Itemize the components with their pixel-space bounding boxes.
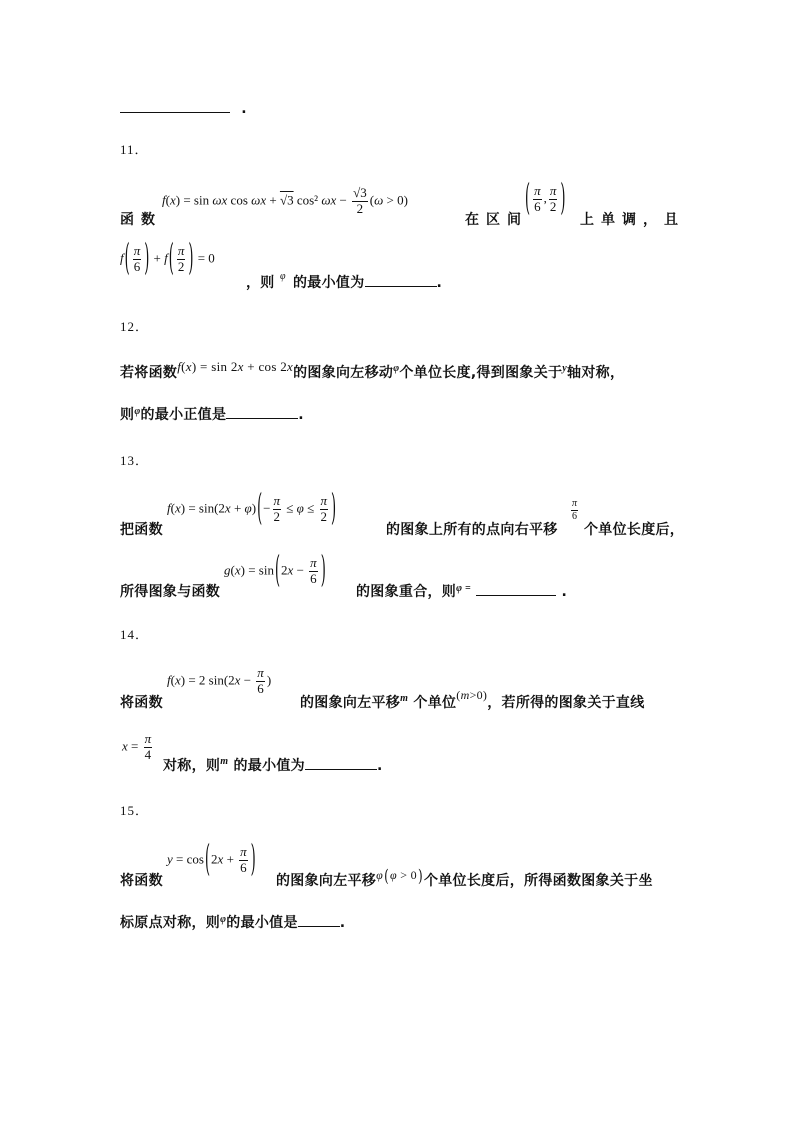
answer-blank [298,914,340,927]
q12-text-then: 则 [120,407,135,423]
period: . [436,275,443,291]
q13-text-coincide [356,581,567,601]
question-number-14: 14． [120,627,150,642]
formula-g-13: g(x) = sin(2x − $\frac{\pi}{6}$ ) [224,550,326,593]
formula-x-14: x = $\frac{\pi}{4}$ [122,731,152,762]
question-number-12: 12． [120,319,150,334]
q12-line1 [120,359,625,382]
q15-text-min: 的最小值是 [226,915,298,931]
symbol-phi: φ [220,914,227,925]
q14-text-shift: 的图象向左平移 [300,695,401,711]
period: . [339,915,346,931]
q12-text-axis: 轴对称， [567,365,625,381]
question-number-15: 15． [120,803,150,818]
symbol-phi-equals: φ = [456,583,472,594]
q13-text-units: 个单位长度后， [584,522,685,538]
formula-shift-13: $\frac{\pi}{6}$ [572,498,578,522]
q11-text-interval: 在区间 [465,212,528,228]
symbol-m: m [220,756,229,767]
answer-blank [305,757,377,770]
symbol-phi: φ [134,406,141,417]
q15-lead: 将函数 [120,873,163,889]
formula-interval-11: ( $\frac{\pi}{6}$ , $\frac{\pi}{2}$ ) [525,178,566,221]
q11-text-then: ，则 [246,275,275,291]
formula-y-15: y = cos(2x + $\frac{\pi}{6}$ ) [167,839,256,882]
formula-f-12: f(x) = sin 2x + cos 2x [177,359,294,374]
q14-text-symmetric: 对称，则 [163,758,221,774]
prev-answer-line [120,100,247,117]
q14-text-unit: 个单位 [413,695,457,711]
q14-text-line: ，若所得的图象关于直线 [487,695,645,711]
q12-text-shift: 的图象向左移动 [293,365,394,381]
q12-text-units: 个单位长度,得到图象关于 [399,365,563,381]
q12-text-min: 的最小正值是 [140,407,227,423]
q11-text-monotone: 上单调，且 [580,212,685,228]
q13-text-result: 所得图象与函数 [120,584,221,600]
answer-blank [476,583,556,596]
period: . [298,407,304,423]
symbol-phi: φ [393,363,400,374]
q15-text-units: 个单位长度后，所得函数图象关于坐 [423,873,653,889]
q14-line2 [163,755,383,775]
q14-lead: 将函数 [120,695,163,711]
q15-line2 [120,912,345,932]
formula-f-11: f(x) = sin ωx cos ωx + √3 cos² ωx − $\frac{√3}{2}$ (ω > 0) [162,185,408,216]
symbol-y: y [562,363,568,374]
symbol-m: m [400,693,409,704]
answer-blank [365,274,437,287]
q14-line1-rest [300,688,645,712]
q13-lead: 把函数 [120,522,163,538]
formula-condition-11: f( $\frac{\pi}{6}$ ) + f( $\frac{\pi}{2}$ ) = 0 [120,238,215,281]
q13-text-shift: 的图象上所有的点向右平移 [386,522,558,538]
question-number-11: 11． [120,142,149,157]
q11-lead: 函数 [120,212,162,228]
q12-line2 [120,404,304,424]
q14-text-min: 的最小值为 [233,758,305,774]
q15-text-origin: 标原点对称，则 [120,915,221,931]
formula-f-14: f(x) = 2 sin(2x − $\frac{\pi}{6}$ ) [167,665,272,696]
formula-m-positive: (m>0) [456,688,488,702]
q11-min-label: 的最小值为 [293,275,365,291]
formula-phi-positive: φ(φ > 0) [376,866,423,887]
answer-blank [120,100,230,113]
answer-blank [226,406,298,419]
q15-line1-rest [276,866,653,890]
period: . [376,758,383,774]
symbol-phi: φ [280,271,286,282]
question-number-13: 13． [120,453,150,468]
q11-text-min [293,272,442,292]
q13-coincide-label: 的图象重合，则 [356,584,457,600]
q12-lead: 若将函数 [120,365,178,381]
q15-text-shift: 的图象向左平移 [276,873,377,889]
formula-f-13: f(x) = sin(2x + φ)(− $\frac{\pi}{2}$ ≤ φ ≤ $\frac{\pi}{2}$ ) [167,488,337,531]
period: . [241,101,247,117]
period: . [561,584,568,600]
